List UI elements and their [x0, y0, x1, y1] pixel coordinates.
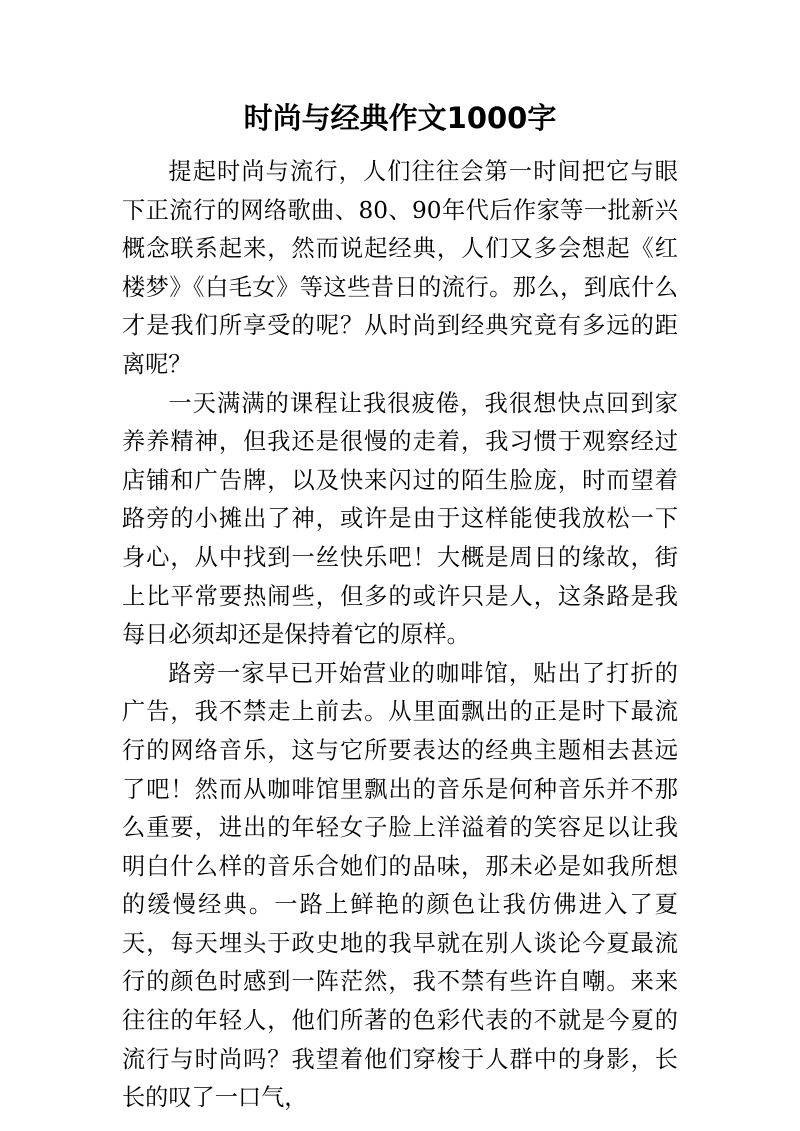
paragraph-2: 一天满满的课程让我很疲倦，我很想快点回到家养养精神，但我还是很慢的走着，我习惯于观察经过店铺和广告牌，以及快来闪过的陌生脸庞，时而望着路旁的小摊出了神，或许是由于这样能使我放松一下身心，从中找到一丝快乐吧！大概是周日的缘故，街上比平常要热闹些，但多的或许只是人，这条路是我每日必须却还是保持着它的原样。	[122, 389, 678, 649]
document-body	[122, 153, 678, 1118]
paragraph-1: 提起时尚与流行，人们往往会第一时间把它与眼下正流行的网络歌曲、80、90年代后作家等一批新兴概念联系起来，然而说起经典，人们又多会想起《红楼梦》《白毛女》等这些昔日的流行。那么，到底什么才是我们所享受的呢？从时尚到经典究竟有多远的距离呢？	[122, 158, 678, 378]
document-title: 时尚与经典作文1000字	[243, 101, 557, 135]
paragraph-3: 路旁一家早已开始营业的咖啡馆，贴出了打折的广告，我不禁走上前去。从里面飘出的正是时下最流行的网络音乐，这与它所要表达的经典主题相去甚远了吧！然而从咖啡馆里飘出的音乐是何种音乐并不那么重要，进出的年轻女子脸上洋溢着的笑容足以让我明白什么样的音乐合她们的品味，那未必是如我所想的缓慢经典。一路上鲜艳的颜色让我仿佛进入了夏天，每天埋头于政史地的我早就在别人谈论今夏最流行的颜色时感到一阵茫然，我不禁有些许自嘲。来来往往的年轻人，他们所著的色彩代表的不就是今夏的流行与时尚吗？我望着他们穿梭于人群中的身影，长长的叹了一口气，	[122, 659, 678, 1112]
